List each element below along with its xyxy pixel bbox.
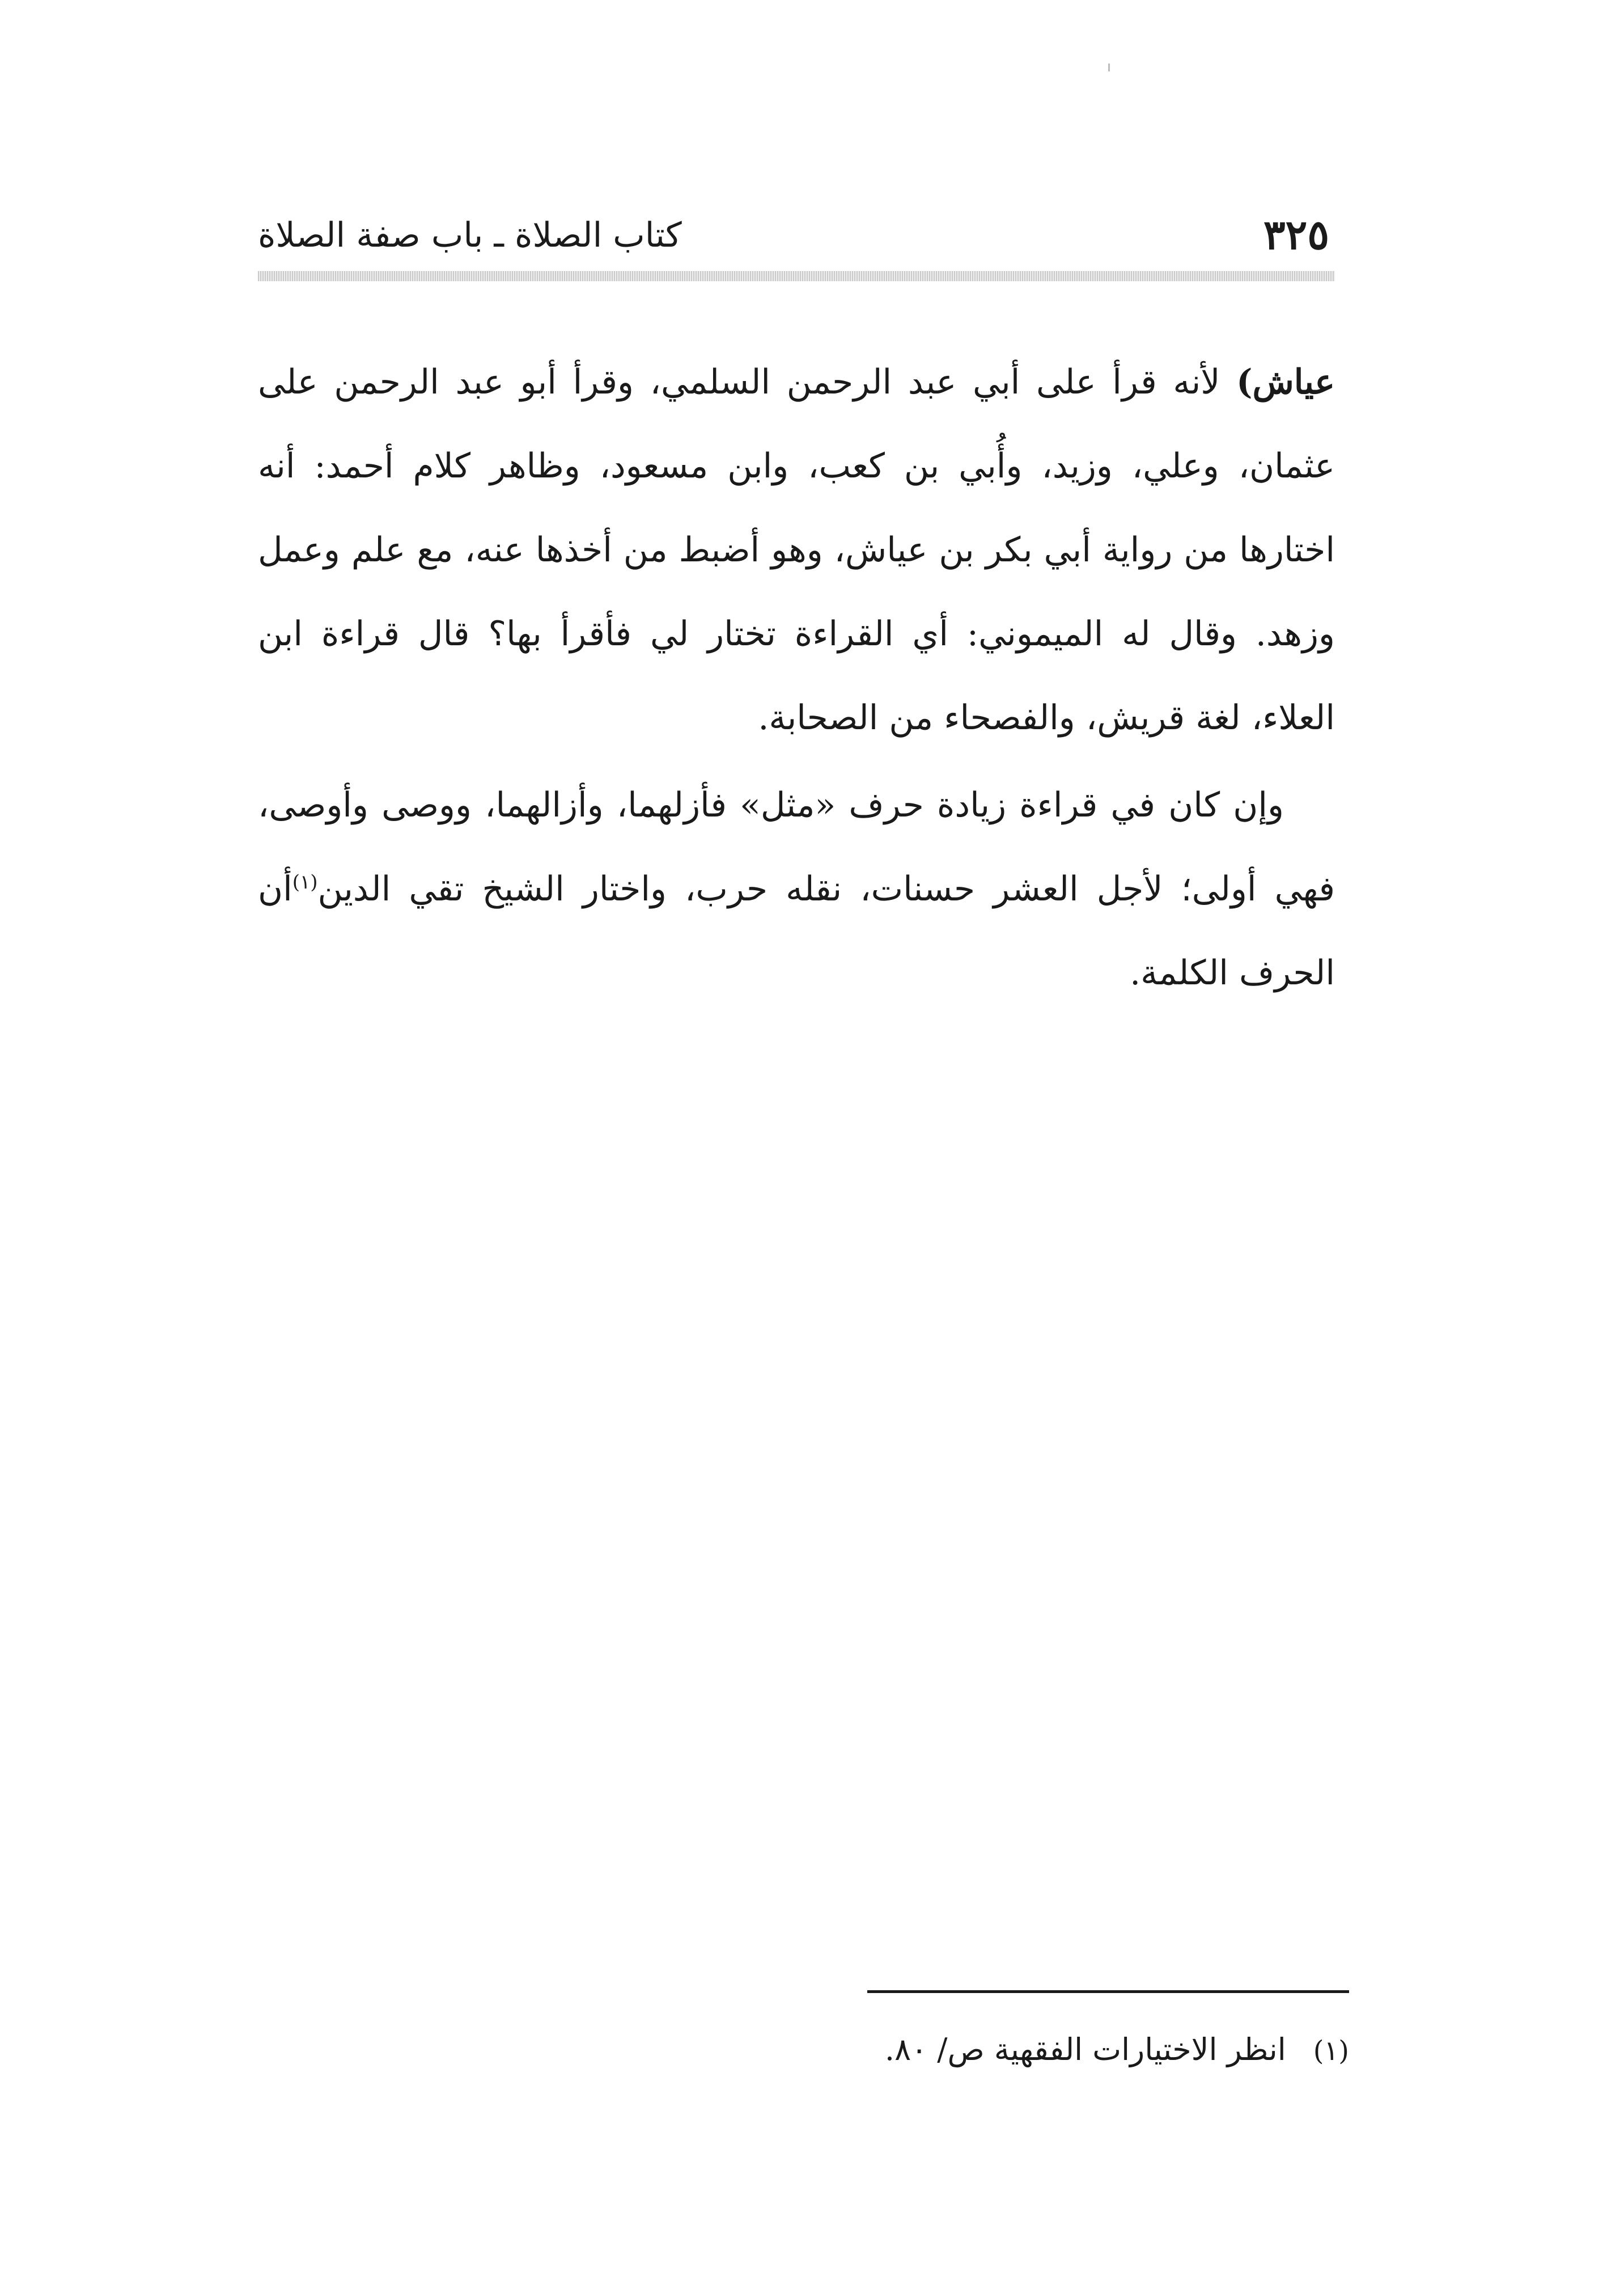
- running-title: كتاب الصلاة ـ باب صفة الصلاة: [258, 215, 682, 255]
- page-header: [258, 210, 1335, 272]
- main-text: [258, 340, 1335, 1015]
- footnote-separator: [867, 1990, 1349, 1993]
- footnote-text: انظر الاختيارات الفقهية ص/ ٨٠.: [884, 2032, 1286, 2067]
- paragraph-1-text: لأنه قرأ على أبي عبد الرحمن السلمي، وقرأ أبو عبد الرحمن على عثمان، وعلي، وزيد، وأُبي بن كعب، وابن مسعود، وظاهر كلام أحمد: أنه اختارها من رواية أبي بكر بن عياش، وهو أضبط من أخذها عنه، مع علم وعمل وزهد. وقال له الميموني: أي القراءة تختار لي فأقرأ بها؟ قال قراءة ابن العلاء، لغة قريش، والفصحاء من الصحابة.: [258, 362, 1335, 738]
- footnote-reference: (١): [292, 871, 318, 894]
- paragraph-2-text-a: وإن كان في قراءة زيادة حرف «مثل» فأزلهما، وأزالهما، ووصى وأوصى، فهي أولى؛ لأجل العشر حسنات، نقله حرب، واختار الشيخ تقي الدين: [258, 785, 1335, 909]
- scan-mark: [1108, 64, 1110, 71]
- paragraph-2-text-b: أن الحرف الكلمة.: [258, 869, 1335, 993]
- paragraph-2: [258, 763, 1335, 1015]
- paragraph-1: [258, 340, 1335, 760]
- page-number: ٣٢٥: [1263, 210, 1329, 259]
- header-rule: [258, 271, 1335, 281]
- footnote: [258, 2027, 1349, 2074]
- footnote-marker: (١): [1313, 2035, 1349, 2067]
- lead-phrase: عياش): [1236, 362, 1335, 402]
